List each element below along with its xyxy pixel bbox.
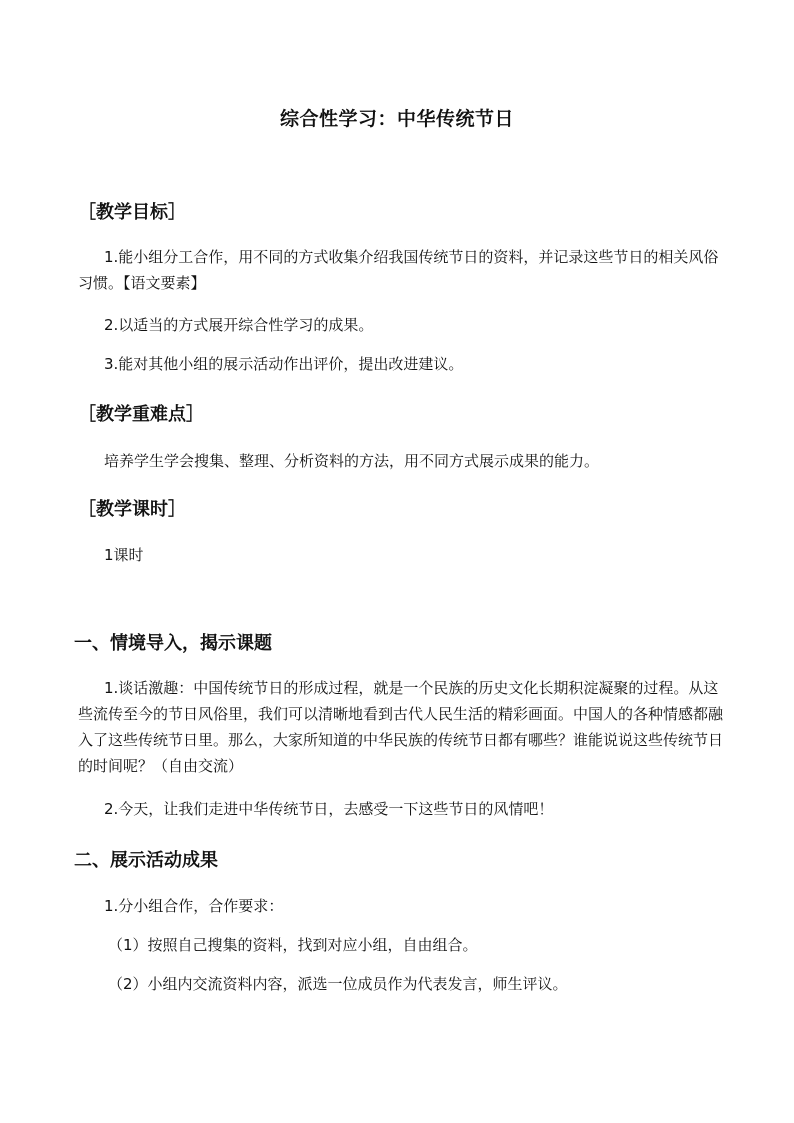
section2-item-1: 1.分小组合作，合作要求： (104, 897, 284, 915)
goals-heading: ［教学目标］ (78, 202, 186, 223)
document-title: 综合性学习：中华传统节日 (279, 108, 514, 130)
goal-item-3: 3.能对其他小组的展示活动作出评价，提出改进建议。 (104, 355, 464, 373)
section1-item-1: 1.谈话激趣：中国传统节日的形成过程，就是一个民族的历史文化长期积淀凝聚的过程。从这些流传至今的节日风俗里，我们可以清晰地看到古代人民生活的精彩画面。中国人的各种情感都融入了这些传统节日里。那么，大家所知道的中华民族的传统节日都有哪些？谁能说说这些传统节日的时间呢？（自由交流） (78, 679, 724, 775)
goal-item-2: 2.以适当的方式展开综合性学习的成果。 (104, 316, 374, 334)
section2-subitem-1: （1）按照自己搜集的资料，找到对应小组，自由组合。 (108, 936, 478, 954)
section2-heading: 二、展示活动成果 (74, 850, 218, 871)
section1-heading: 一、情境导入，揭示课题 (74, 633, 272, 654)
section2-subitem-2: （2）小组内交流资料内容，派选一位成员作为代表发言，师生评议。 (108, 975, 568, 993)
hours-heading: ［教学课时］ (78, 499, 186, 520)
keypoints-heading: ［教学重难点］ (78, 404, 204, 425)
hours-text: 1课时 (104, 546, 144, 564)
goal-item-1: 1.能小组分工合作，用不同的方式收集介绍我国传统节日的资料，并记录这些节日的相关风俗习惯。【语文要素】 (78, 248, 719, 292)
section1-item-2: 2.今天，让我们走进中华传统节日，去感受一下这些节日的风情吧！ (104, 800, 554, 818)
keypoints-text: 培养学生学会搜集、整理、分析资料的方法，用不同方式展示成果的能力。 (104, 452, 600, 470)
